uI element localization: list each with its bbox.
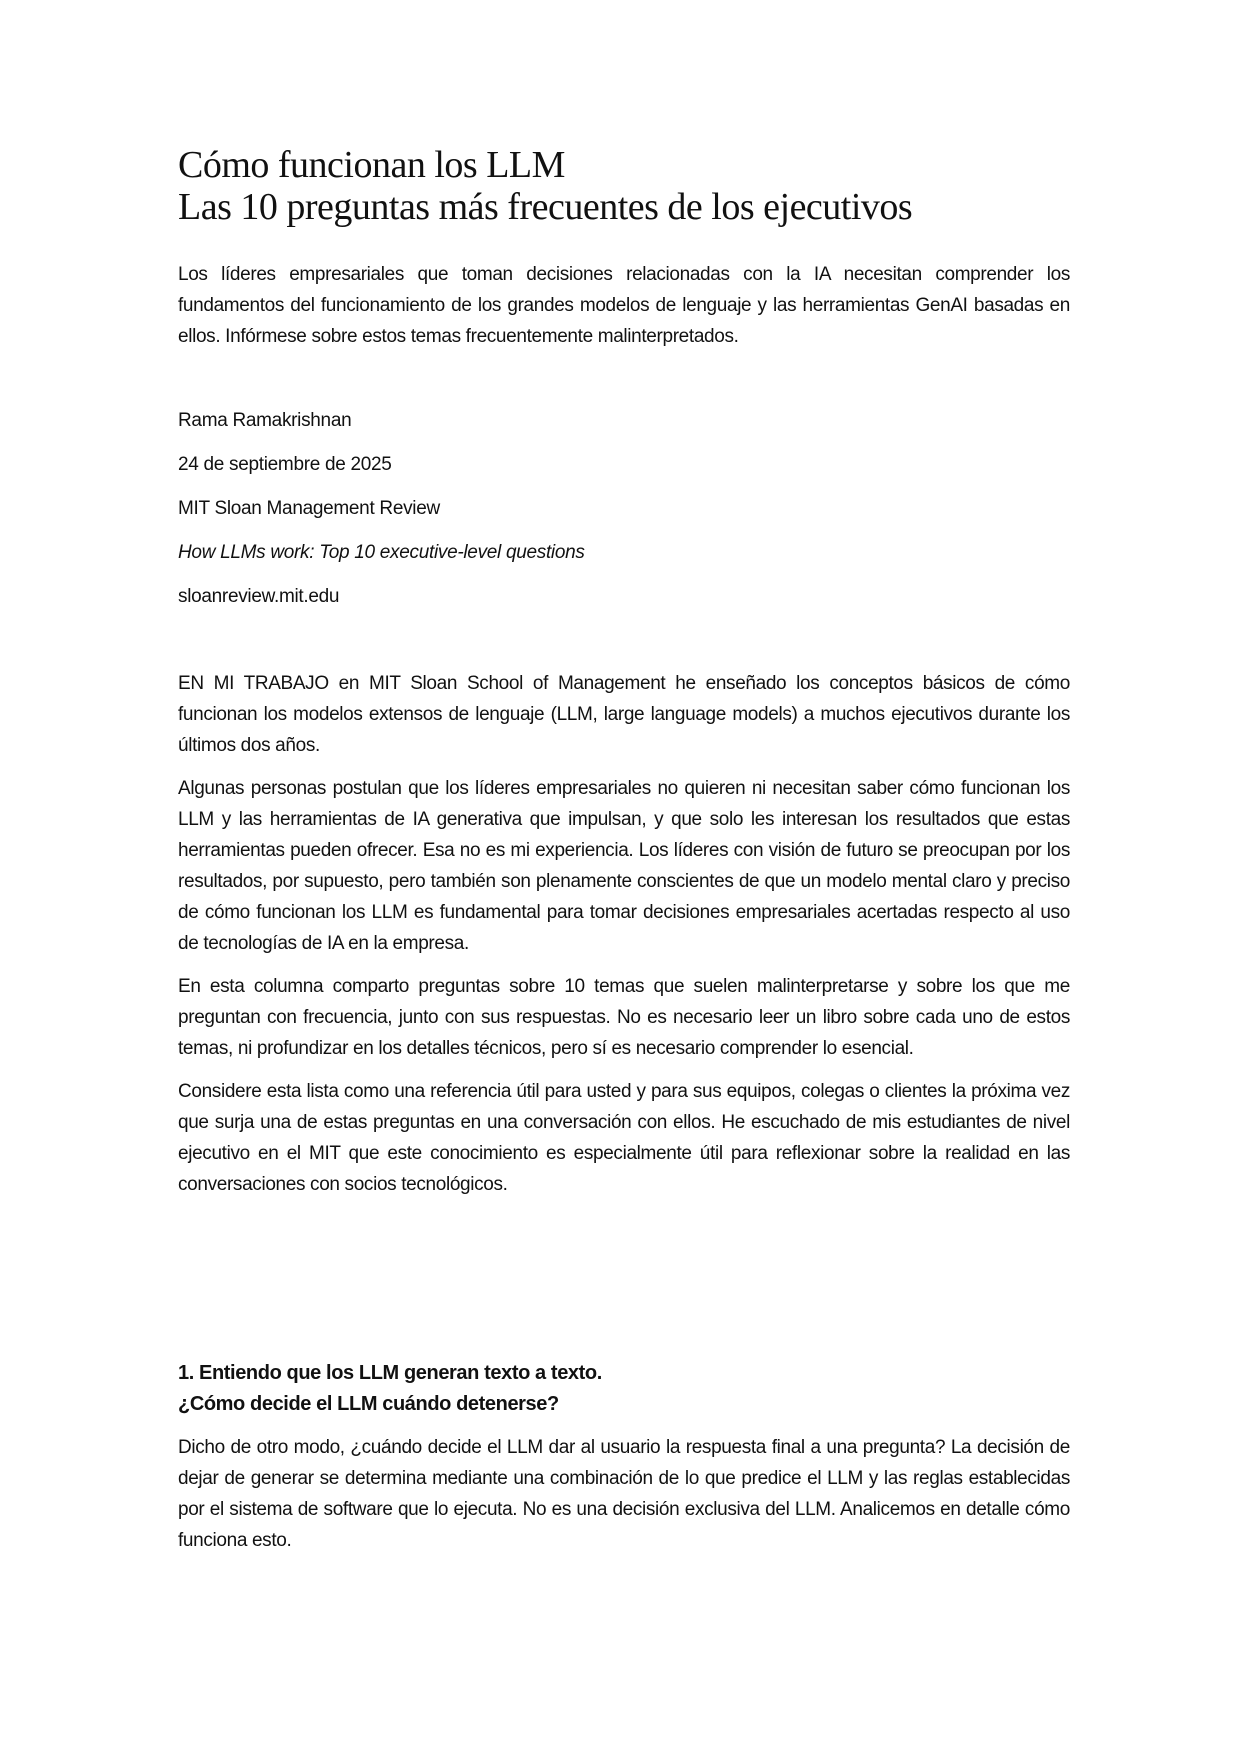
intro-paragraph: EN MI TRABAJO en MIT Sloan School of Management he enseñado los conceptos básicos de cómo funcionan los modelos extensos de lenguaje (LLM, large language models) a muchos ejecutivos durante los últimos dos años.: [178, 673, 1070, 756]
publication-name: MIT Sloan Management Review: [178, 498, 440, 519]
intro-paragraph: En esta columna comparto preguntas sobre 10 temas que suelen malinterpretarse y sobre los que me preguntan con frecuencia, junto con sus respuestas. No es necesario leer un libro sobre cada uno de estos temas, ni profundizar en los detalles técnicos, pero sí es necesario comprender lo esencial.: [178, 976, 1070, 1059]
original-title: How LLMs work: Top 10 executive-level questions: [178, 542, 585, 563]
article-metadata: [178, 410, 1070, 630]
document-title: [178, 144, 1070, 228]
intro-section: [178, 668, 1070, 1212]
title-line-1: Cómo funcionan los LLM: [178, 144, 565, 186]
intro-paragraph: Algunas personas postulan que los líderes empresariales no quieren ni necesitan saber cómo funcionan los LLM y las herramientas de IA generativa que impulsan, y que solo les interesan los resultados que estas herramientas pueden ofrecer. Esa no es mi experiencia. Los líderes con visión de futuro se preocupan por los resultados, por supuesto, pero también son plenamente conscientes de que un modelo mental claro y preciso de cómo funcionan los LLM es fundamental para tomar decisiones empresariales acertadas respecto al uso de tecnologías de IA en la empresa.: [178, 778, 1070, 954]
section-heading-line-1: 1. Entiendo que los LLM generan texto a texto.: [178, 1362, 602, 1384]
publication-date: 24 de septiembre de 2025: [178, 454, 392, 475]
lead-paragraph: Los líderes empresariales que toman decisiones relacionadas con la IA necesitan comprender los fundamentos del funcionamiento de los grandes modelos de lenguaje y las herramientas GenAI basadas en ellos. Infórmese sobre estos temas frecuentemente malinterpretados.: [178, 264, 1070, 347]
question-section-1: [178, 1358, 1070, 1556]
title-line-2: Las 10 preguntas más frecuentes de los ejecutivos: [178, 186, 913, 228]
section-heading-line-2: ¿Cómo decide el LLM cuándo detenerse?: [178, 1393, 559, 1415]
author-name: Rama Ramakrishnan: [178, 410, 352, 431]
source-website: sloanreview.mit.edu: [178, 586, 340, 607]
section-heading: [178, 1358, 1070, 1420]
intro-paragraph: Considere esta lista como una referencia útil para usted y para sus equipos, colegas o clientes la próxima vez que surja una de estas preguntas en una conversación con ellos. He escuchado de mis estudiantes de nivel ejecutivo en el MIT que este conocimiento es especialmente útil para reflexionar sobre la realidad en las conversaciones con socios tecnológicos.: [178, 1081, 1070, 1195]
section-paragraph: Dicho de otro modo, ¿cuándo decide el LLM dar al usuario la respuesta final a una pregunta? La decisión de dejar de generar se determina mediante una combinación de lo que predice el LLM y las reglas establecidas por el sistema de software que lo ejecuta. No es una decisión exclusiva del LLM. Analicemos en detalle cómo funciona esto.: [178, 1437, 1070, 1551]
